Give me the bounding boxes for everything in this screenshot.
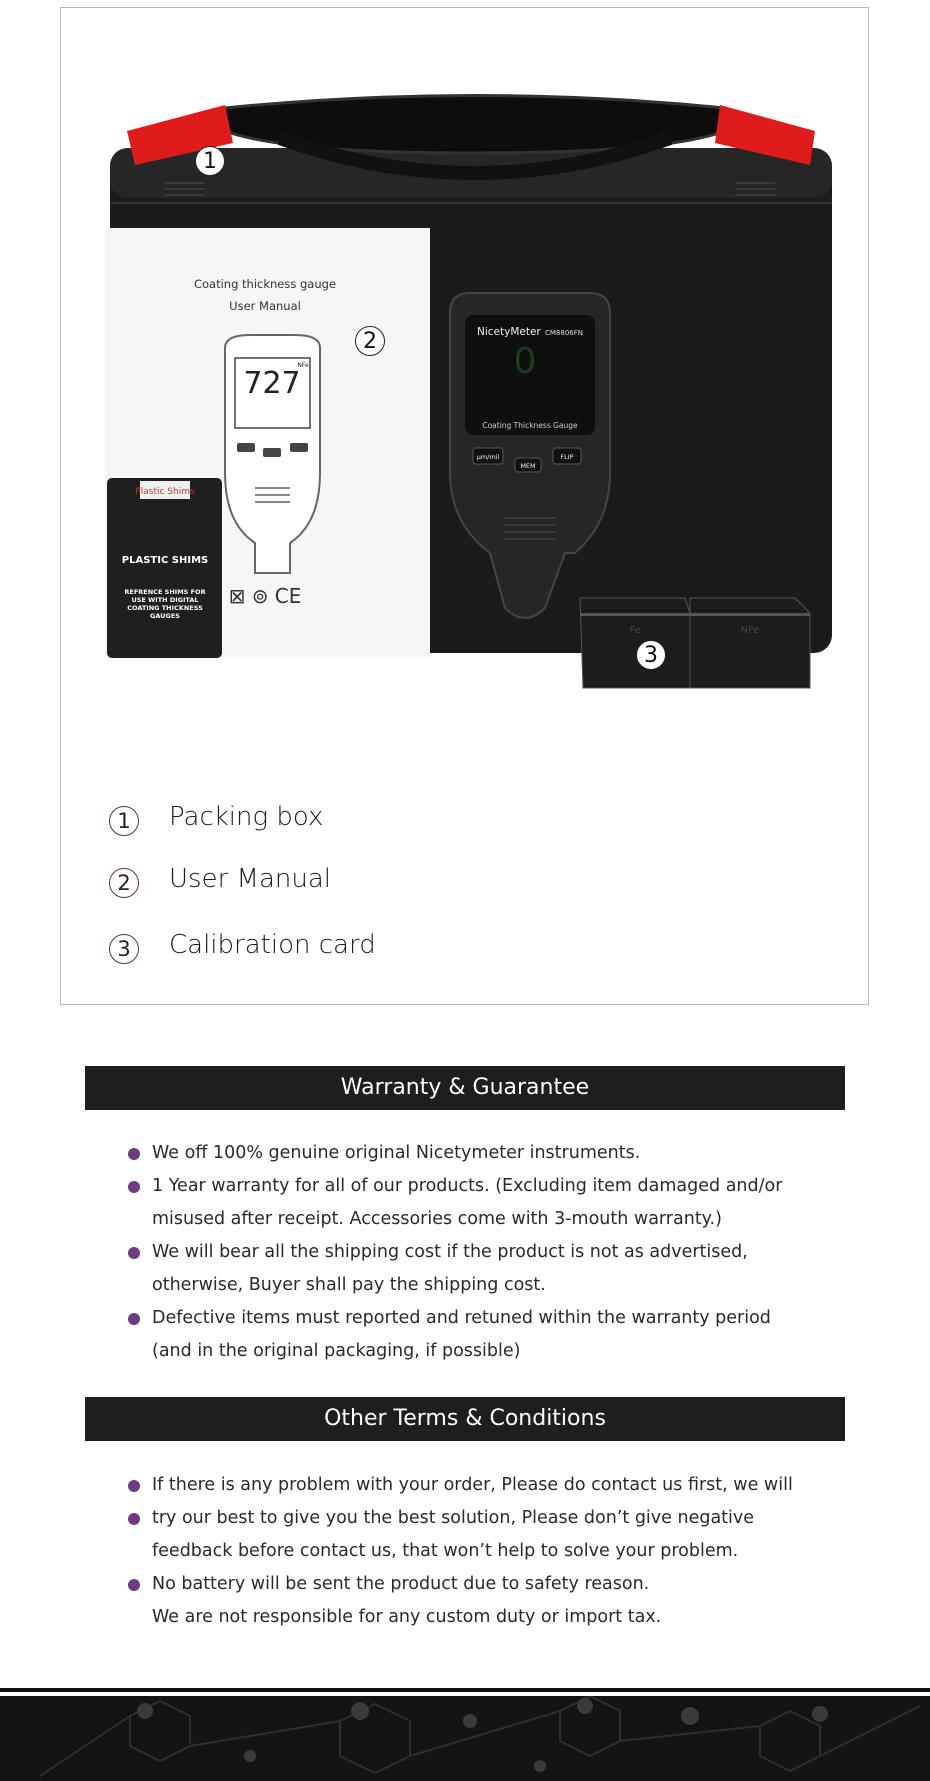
bullet-icon [128, 1480, 140, 1492]
terms-banner: Other Terms & Conditions [85, 1397, 845, 1441]
list-item [128, 1170, 828, 1203]
legend-label: Calibration card [169, 930, 376, 960]
manual-subtitle: User Manual [229, 299, 301, 313]
callout-3: 3 [636, 640, 666, 670]
list-item-text: We are not responsible for any custom duty or import tax. [152, 1607, 662, 1627]
list-item [128, 1335, 828, 1368]
svg-text:μm/mil: μm/mil [476, 453, 500, 461]
bullet-icon [128, 1579, 140, 1591]
legend-number: 3 [109, 934, 139, 964]
legend-number: 2 [109, 868, 139, 898]
list-item-text: otherwise, Buyer shall pay the shipping cost. [152, 1275, 546, 1295]
list-item [128, 1469, 828, 1502]
gauge-model: CM8806FN [545, 329, 584, 337]
list-item-text: No battery will be sent the product due to safety reason. [152, 1574, 650, 1594]
list-item-text: misused after receipt. Accessories come with 3-mouth warranty.) [152, 1209, 722, 1229]
shims-title: PLASTIC SHIMS [121, 555, 209, 566]
product-contents-panel [60, 7, 869, 1005]
bullet-icon [128, 1247, 140, 1259]
list-item-text: Defective items must reported and retuned within the warranty period [152, 1308, 771, 1328]
svg-text:Fe: Fe [629, 625, 641, 636]
svg-text:727: 727 [243, 366, 301, 401]
calibration-block-nfe [690, 598, 810, 688]
manual-title: Coating thickness gauge [193, 277, 337, 291]
list-item [128, 1203, 828, 1236]
footer-divider [0, 1688, 930, 1692]
terms-list [128, 1469, 828, 1634]
calibration-block-fe [580, 598, 690, 688]
list-item-text: If there is any problem with your order, Please do contact us first, we will [152, 1475, 793, 1495]
list-item [128, 1568, 828, 1601]
footer-decoration [0, 1696, 930, 1781]
list-item [128, 1601, 828, 1634]
list-item-text: try our best to give you the best solution, Please don’t give negative [152, 1508, 755, 1528]
list-item-text: We off 100% genuine original Nicetymeter instruments. [152, 1143, 641, 1163]
legend-item [109, 798, 609, 860]
warranty-banner: Warranty & Guarantee [85, 1066, 845, 1110]
hexagon-pattern [0, 1696, 930, 1781]
svg-text:NFe: NFe [740, 625, 760, 636]
bullet-icon [128, 1181, 140, 1193]
list-item-text: (and in the original packaging, if possible) [152, 1341, 521, 1361]
contents-legend [109, 798, 609, 988]
legend-label: User Manual [169, 864, 332, 894]
list-item-text: 1 Year warranty for all of our products. (Excluding item damaged and/or [152, 1176, 783, 1196]
list-item [128, 1137, 828, 1170]
gauge-reading: 0 [513, 341, 537, 382]
bullet-icon [128, 1513, 140, 1525]
bullet-icon [128, 1313, 140, 1325]
list-item [128, 1269, 828, 1302]
svg-text:NFe: NFe [297, 362, 309, 369]
svg-text:FLIP: FLIP [560, 453, 574, 461]
callout-2: 2 [355, 326, 385, 356]
legend-number: 1 [109, 806, 139, 836]
list-item-text: feedback before contact us, that won’t help to solve your problem. [152, 1541, 739, 1561]
shims-subtitle: REFRENCE SHIMS FOR USE WITH DIGITAL COATING THICKNESS GAUGES [124, 588, 206, 620]
svg-text:⊠ ⊚ CE: ⊠ ⊚ CE [228, 584, 302, 608]
svg-text:MEM: MEM [520, 462, 536, 470]
list-item-text: We will bear all the shipping cost if the product is not as advertised, [152, 1242, 748, 1262]
legend-item [109, 860, 609, 922]
legend-label: Packing box [169, 802, 324, 832]
list-item [128, 1302, 828, 1335]
bullet-icon [128, 1148, 140, 1160]
list-item [128, 1535, 828, 1568]
list-item [128, 1502, 828, 1535]
callout-1: 1 [195, 146, 225, 176]
svg-text:Plastic Shims: Plastic Shims [135, 487, 195, 497]
list-item [128, 1236, 828, 1269]
gauge-label: Coating Thickness Gauge [482, 421, 578, 430]
gauge-brand: NicetyMeter [477, 326, 541, 338]
warranty-list [128, 1137, 828, 1368]
legend-item [109, 926, 609, 988]
